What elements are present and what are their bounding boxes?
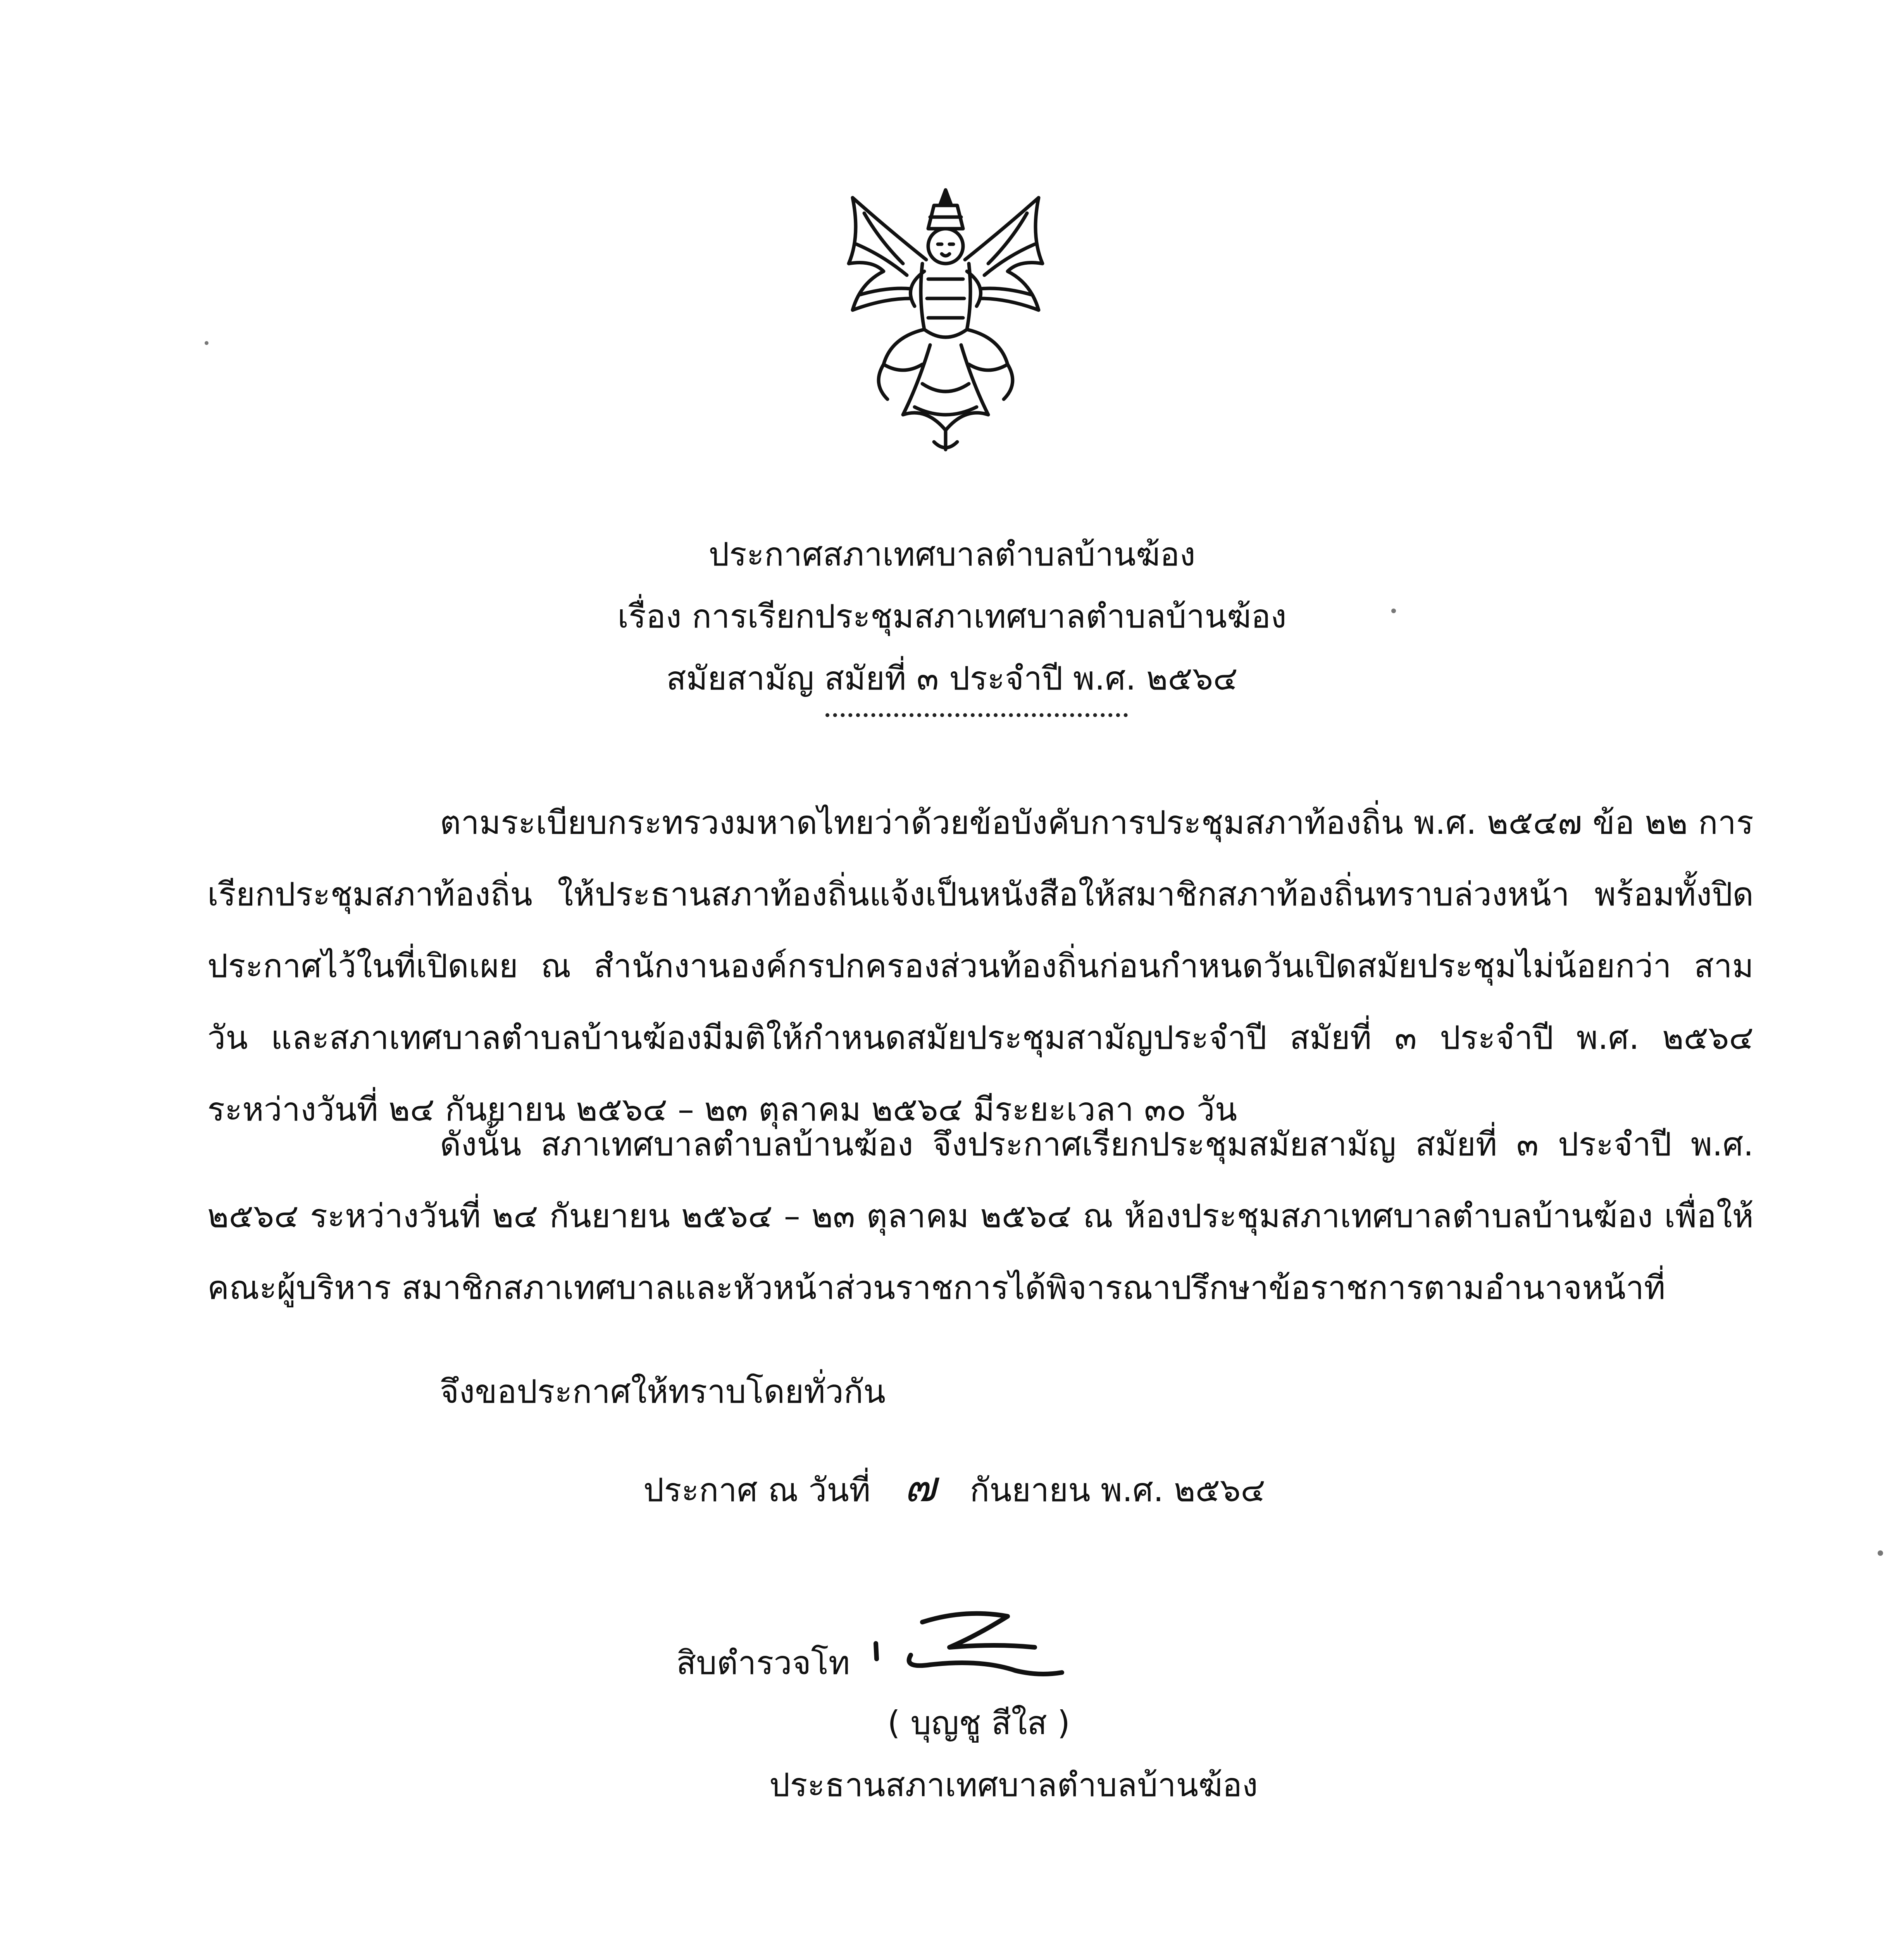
handwritten-signature-icon	[868, 1601, 1070, 1690]
body-paragraph-1: ตามระเบียบกระทรวงมหาดไทยว่าด้วยข้อบังคับการประชุมสภาท้องถิ่น พ.ศ. ๒๕๔๗ ข้อ ๒๒ การเรียกประชุมสภาท้องถิ่น ให้ประธานสภาท้องถิ่นแจ้งเป็นหนังสือให้สมาชิกสภาท้องถิ่นทราบล่วงหน้า พร้อมทั้งปิดประกาศไว้ในที่เปิดเผย ณ สำนักงานองค์กรปกครองส่วนท้องถิ่นก่อนกำหนดวันเปิดสมัยประชุมไม่น้อยกว่า สามวัน และสภาเทศบาลตำบลบ้านฆ้องมีมติให้กำหนดสมัยประชุมสามัญประจำปี สมัยที่ ๓ ประจำปี พ.ศ. ๒๕๖๔ ระหว่างวันที่ ๒๔ กันยายน ๒๕๖๔ – ๒๓ ตุลาคม ๒๕๖๔ มีระยะเวลา ๓๐ วัน	[207, 803, 1754, 1128]
scan-speck	[1391, 609, 1396, 613]
announcement-session: สมัยสามัญ สมัยที่ ๓ ประจำปี พ.ศ. ๒๕๖๔	[666, 659, 1238, 697]
garuda-emblem-icon	[825, 182, 1066, 453]
signer-position: ประธานสภาเทศบาลตำบลบ้านฆ้อง	[769, 1766, 1258, 1804]
date-day: ๗	[904, 1462, 936, 1511]
scan-speck	[1878, 1550, 1883, 1556]
date-line	[643, 1463, 1265, 1513]
signer-rank: สิบตำรวจโท	[676, 1644, 850, 1682]
signer-name: ( บุญชู สีใส )	[887, 1704, 1070, 1742]
date-suffix: กันยายน พ.ศ. ๒๕๖๔	[970, 1471, 1265, 1509]
scan-speck	[205, 341, 208, 345]
body-paragraph-3: จึงขอประกาศให้ทราบโดยทั่วกัน	[440, 1372, 886, 1410]
date-prefix: ประกาศ ณ วันที่	[643, 1471, 871, 1509]
header-divider	[825, 713, 1128, 717]
announcement-subject: เรื่อง การเรียกประชุมสภาเทศบาลตำบลบ้านฆ้อง	[617, 597, 1287, 635]
body-paragraph-2: ดังนั้น สภาเทศบาลตำบลบ้านฆ้อง จึงประกาศเรียกประชุมสมัยสามัญ สมัยที่ ๓ ประจำปี พ.ศ. ๒๕๖๔ ระหว่างวันที่ ๒๔ กันยายน ๒๕๖๔ – ๒๓ ตุลาคม ๒๕๖๔ ณ ห้องประชุมสภาเทศบาลตำบลบ้านฆ้อง เพื่อให้คณะผู้บริหาร สมาชิกสภาเทศบาลและหัวหน้าส่วนราชการได้พิจารณาปรึกษาข้อราชการตามอำนาจหน้าที่	[207, 1125, 1754, 1307]
announcement-title: ประกาศสภาเทศบาลตำบลบ้านฆ้อง	[708, 535, 1196, 573]
